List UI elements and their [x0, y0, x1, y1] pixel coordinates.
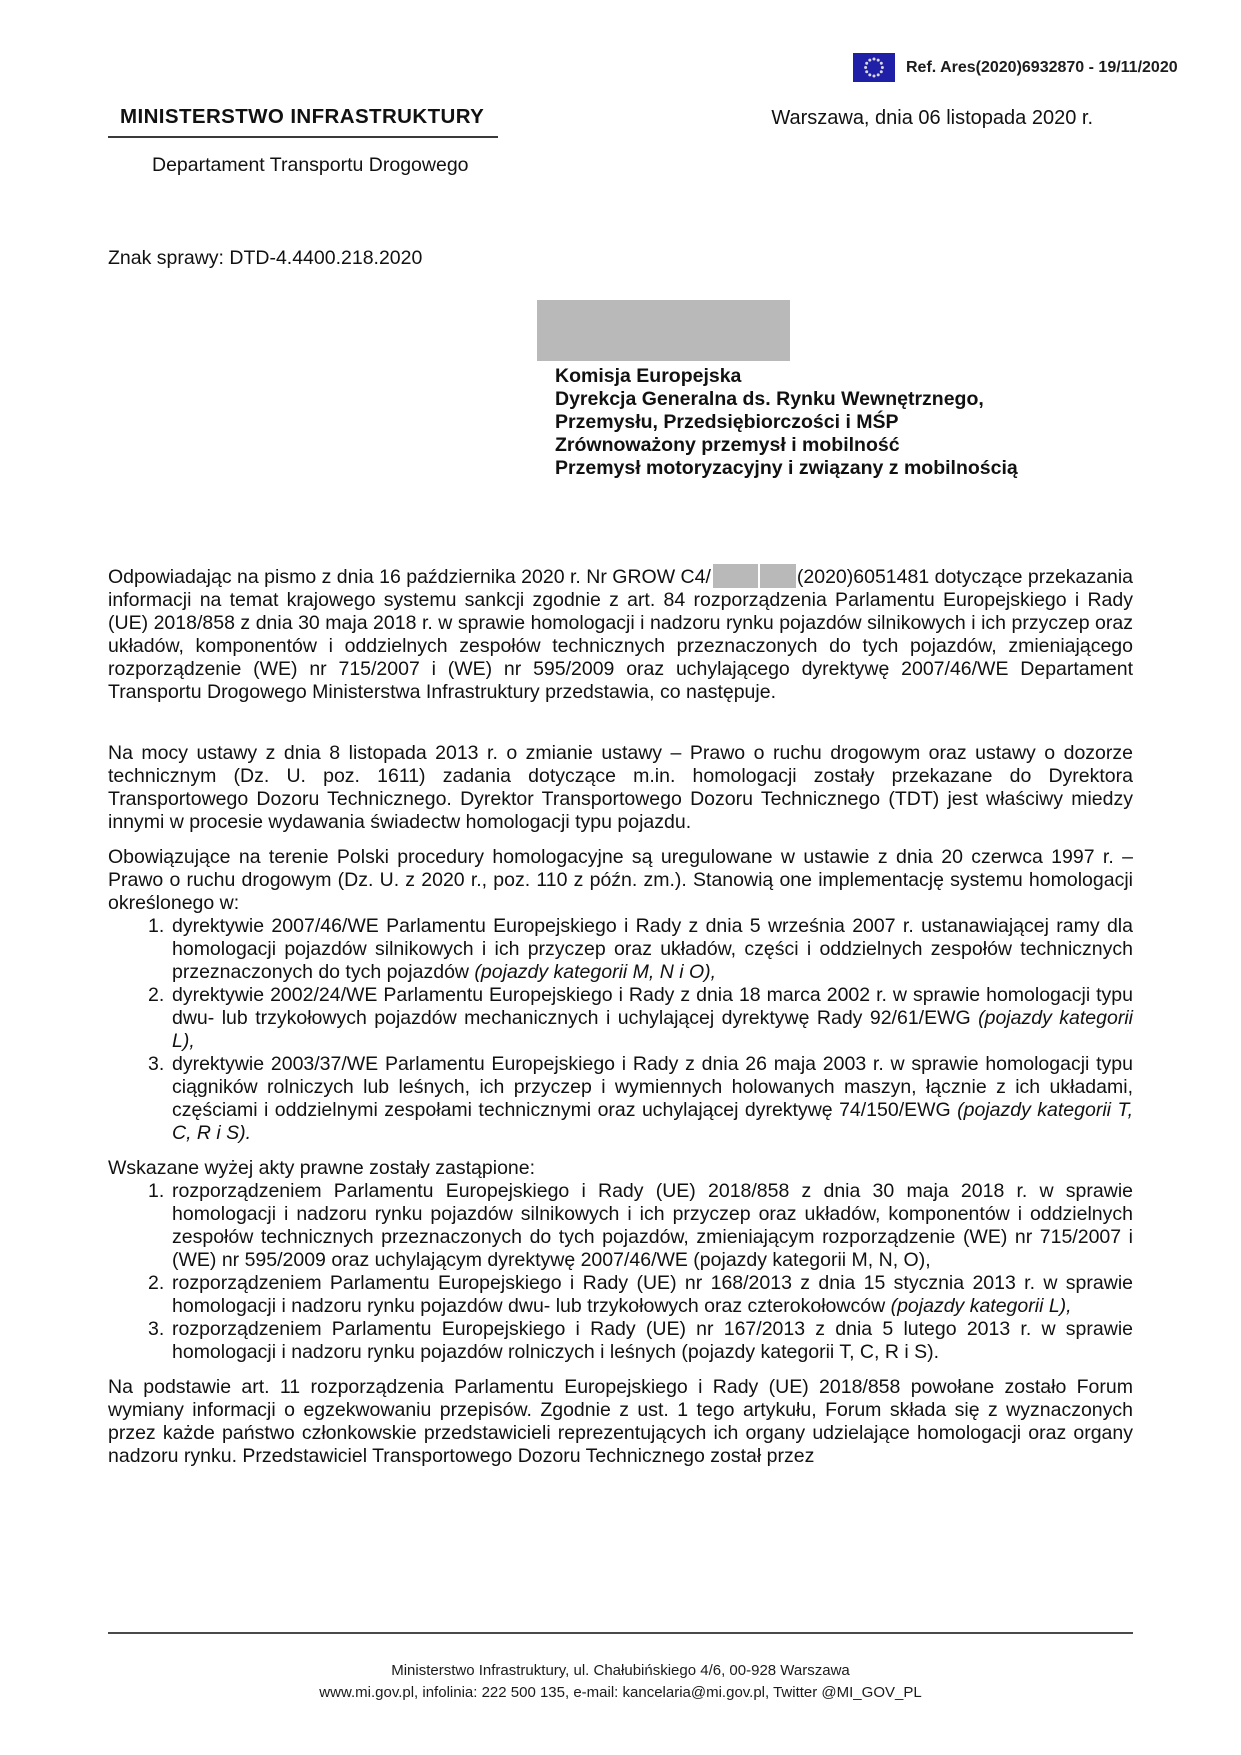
list-item-body: dyrektywie 2007/46/WE Parlamentu Europejskiego i Rady z dnia 5 września 2007 r. ustanawiającej ramy dla homologacji pojazdów silnikowych i ich przyczep oraz układów, części i oddzielnych zespołów technicznych przeznaczonych do tych pojazdów — [172, 915, 1133, 983]
list-item-number: 1. — [148, 915, 165, 937]
list-item-body: dyrektywie 2002/24/WE Parlamentu Europejskiego i Rady z dnia 18 marca 2002 r. w sprawie homologacji typu dwu- lub trzykołowych pojazdów mechanicznych i uchylającej dyrektywę Rady 92/61/EWG — [172, 984, 1133, 1029]
recipient-line: Komisja Europejska — [555, 365, 742, 387]
recipient-line: Dyrekcja Generalna ds. Rynku Wewnętrznego, — [555, 388, 984, 410]
list-item-number: 3. — [148, 1318, 165, 1340]
list-item-body: rozporządzeniem Parlamentu Europejskiego i Rady (UE) nr 167/2013 z dnia 5 lutego 2013 r. w sprawie homologacji i nadzoru rynku pojazdów rolniczych i leśnych (pojazdy kategorii T, C, R i S). — [172, 1318, 1133, 1363]
redaction-box-inline-1 — [713, 564, 758, 588]
recipient-line: Przemysł motoryzacyjny i związany z mobilnością — [555, 457, 1018, 479]
list-item — [108, 1053, 1133, 1145]
paragraph-forum: Na podstawie art. 11 rozporządzenia Parlamentu Europejskiego i Rady (UE) 2018/858 powołane zostało Forum wymiany informacji o egzekwowaniu przepisów. Zgodnie z ust. 1 tego artykułu, Forum składa się z wyznaczonych przez każde państwo członkowskie przedstawicieli reprezentujących ich organy udzielające homologacji oraz organy nadzoru rynku. Przedstawiciel Transportowego Dozoru Technicznego został przez — [108, 1376, 1133, 1467]
directives-list — [108, 915, 1133, 1145]
list-item-text — [172, 1180, 1133, 1272]
list-item — [108, 915, 1133, 984]
list-item-number: 1. — [148, 1180, 165, 1202]
list-item-categories: (pojazdy kategorii T, C, R i S). — [172, 1099, 1133, 1144]
list-item — [108, 1272, 1133, 1318]
paragraph-replaced-acts: Wskazane wyżej akty prawne zostały zastąpione: — [108, 1157, 536, 1179]
list-item-body: rozporządzeniem Parlamentu Europejskiego i Rady (UE) 2018/858 z dnia 30 maja 2018 r. w sprawie homologacji i nadzoru rynku pojazdów silnikowych i ich przyczep oraz układów, komponentów i oddzielnych zespołów technicznych przeznaczonych do tych pojazdów, zmieniającym rozporządzenie (WE) nr 715/2007 i (WE) nr 595/2009 oraz uchylającym dyrektywę 2007/46/WE (pojazdy kategorii M, N, O), — [172, 1180, 1133, 1271]
recipient-line: Przemysłu, Przedsiębiorczości i MŚP — [555, 411, 899, 433]
list-item-number: 3. — [148, 1053, 165, 1075]
letterhead — [108, 105, 1133, 138]
eu-flag-icon — [853, 53, 895, 82]
paragraph-tdt: Na mocy ustawy z dnia 8 listopada 2013 r. o zmianie ustawy – Prawo o ruchu drogowym oraz ustawy o dozorze technicznym (Dz. U. poz. 1611) zadania dotyczące m.in. homologacji zostały przekazane do Dyrektora Transportowego Dozoru Technicznego. Dyrektor Transportowego Dozoru Technicznego (TDT) jest właściwy miedzy innymi w procesie wydawania świadectw homologacji typu pojazdu. — [108, 742, 1133, 833]
list-item — [108, 1318, 1133, 1364]
list-item-categories: (pojazdy kategorii M, N i O), — [474, 961, 717, 983]
case-number: Znak sprawy: DTD-4.4400.218.2020 — [108, 247, 423, 269]
list-item-text — [172, 915, 1133, 984]
footer-contact: www.mi.gov.pl, infolinia: 222 500 135, e-mail: kancelaria@mi.gov.pl, Twitter @MI_GOV_PL — [319, 1684, 922, 1701]
list-item-body: rozporządzeniem Parlamentu Europejskiego i Rady (UE) nr 168/2013 z dnia 15 stycznia 2013 r. w sprawie homologacji i nadzoru rynku pojazdów dwu- lub trzykołowych oraz czterokołowców — [172, 1272, 1133, 1317]
place-and-date: Warszawa, dnia 06 listopada 2020 r. — [771, 107, 1093, 129]
ares-reference-badge — [853, 53, 1178, 82]
list-item-categories: (pojazdy kategorii L), — [172, 1007, 1133, 1052]
list-item-number: 2. — [148, 1272, 165, 1294]
paragraph-intro — [108, 564, 1133, 704]
list-item-text — [172, 1272, 1133, 1318]
list-item — [108, 984, 1133, 1053]
list-item — [108, 1180, 1133, 1272]
ares-reference-text: Ref. Ares(2020)6932870 - 19/11/2020 — [906, 58, 1178, 76]
redaction-box-inline-2 — [760, 564, 796, 588]
list-item-body: dyrektywie 2003/37/WE Parlamentu Europejskiego i Rady z dnia 26 maja 2003 r. w sprawie homologacji typu ciągników rolniczych lub leśnych, ich przyczep i wymiennych holowanych maszyn, łącznie z ich układami, częściami i oddzielnymi zespołami technicznymi oraz uchylającej dyrektywę 74/150/EWG — [172, 1053, 1133, 1121]
redaction-box-recipient — [537, 300, 790, 361]
list-item-text — [172, 1318, 1133, 1364]
ministry-title: MINISTERSTWO INFRASTRUKTURY — [108, 105, 498, 138]
footer-address: Ministerstwo Infrastruktury, ul. Chałubińskiego 4/6, 00-928 Warszawa — [391, 1662, 850, 1679]
list-item-text — [172, 984, 1133, 1053]
list-item-number: 2. — [148, 984, 165, 1006]
paragraph-procedures: Obowiązujące na terenie Polski procedury homologacyjne są uregulowane w ustawie z dnia 20 czerwca 1997 r. – Prawo o ruchu drogowym (Dz. U. z 2020 r., poz. 110 z późn. zm.). Stanowią one implementację systemu homologacji określonego w: — [108, 846, 1133, 914]
department-name: Departament Transportu Drogowego — [152, 154, 469, 176]
regulations-list — [108, 1180, 1133, 1364]
letter-body — [108, 564, 1133, 1468]
paragraph-intro-before-redaction: Odpowiadając na pismo z dnia 16 października 2020 r. Nr GROW C4/ — [108, 566, 711, 588]
list-item-categories: (pojazdy kategorii L), — [890, 1295, 1072, 1317]
page-footer — [108, 1632, 1133, 1704]
recipient-block — [537, 300, 1127, 480]
paragraph-intro-after-redaction: (2020)6051481 dotyczące przekazania informacji na temat krajowego systemu sankcji zgodnie z art. 84 rozporządzenia Parlamentu Europejskiego i Rady (UE) 2018/858 z dnia 30 maja 2018 r. w sprawie homologacji i nadzoru rynku pojazdów silnikowych i ich przyczep oraz układów, komponentów i oddzielnych zespołów technicznych przeznaczonych do tych pojazdów, zmieniającego rozporządzenie (WE) nr 715/2007 i (WE) nr 595/2009 oraz uchylającego dyrektywę 2007/46/WE Departament Transportu Drogowego Ministerstwa Infrastruktury przedstawia, co następuje. — [108, 566, 1133, 703]
list-item-text — [172, 1053, 1133, 1145]
recipient-line: Zrównoważony przemysł i mobilność — [555, 434, 900, 456]
